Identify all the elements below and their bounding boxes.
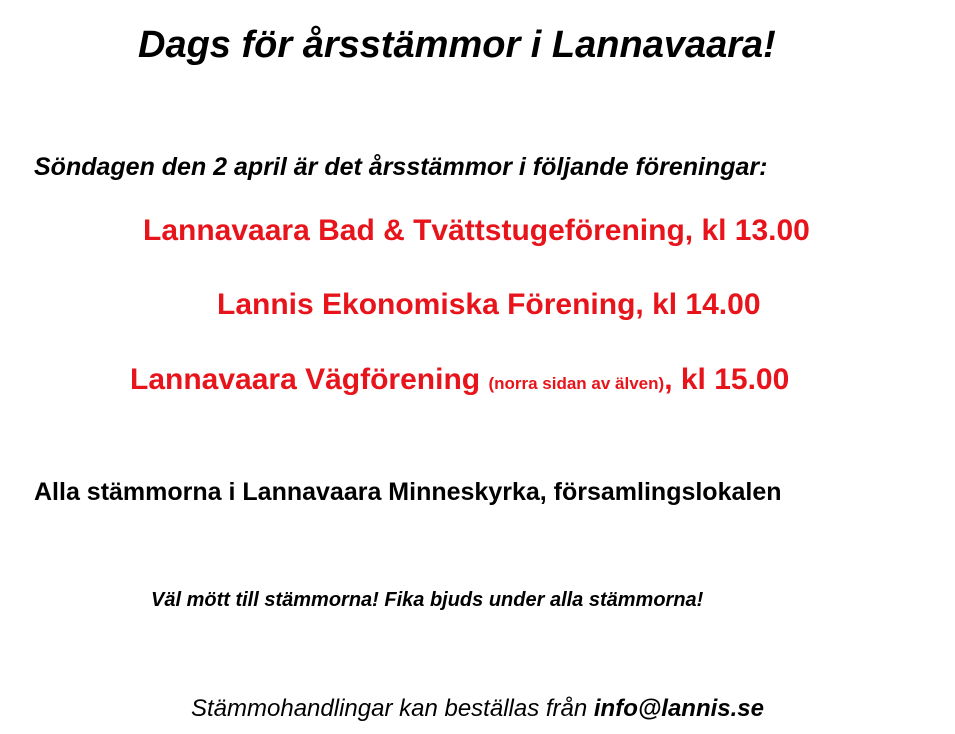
documents-label: Stämmohandlingar kan beställas från bbox=[191, 695, 594, 722]
email-address: info@lannis.se bbox=[593, 695, 764, 722]
intro-text: Söndagen den 2 april är det årsstämmor i följande föreningar: bbox=[34, 153, 768, 181]
page-title: Dags för årsstämmor i Lannavaara! bbox=[138, 24, 776, 66]
association-vagforening-note: (norra sidan av älven) bbox=[488, 374, 665, 393]
welcome-text: Väl mött till stämmorna! Fika bjuds under alla stämmorna! bbox=[151, 589, 704, 611]
association-vagforening-time: , kl 15.00 bbox=[664, 363, 790, 396]
association-vagforening bbox=[130, 365, 789, 395]
association-vagforening-name: Lannavaara Vägförening bbox=[130, 363, 481, 396]
venue-text: Alla stämmorna i Lannavaara Minneskyrka, församlingslokalen bbox=[34, 478, 782, 506]
association-bad-tvattstuge: Lannavaara Bad & Tvättstugeförening, kl 13.00 bbox=[143, 214, 810, 247]
association-ekonomiska: Lannis Ekonomiska Förening, kl 14.00 bbox=[217, 288, 761, 321]
documents-text bbox=[191, 697, 764, 721]
